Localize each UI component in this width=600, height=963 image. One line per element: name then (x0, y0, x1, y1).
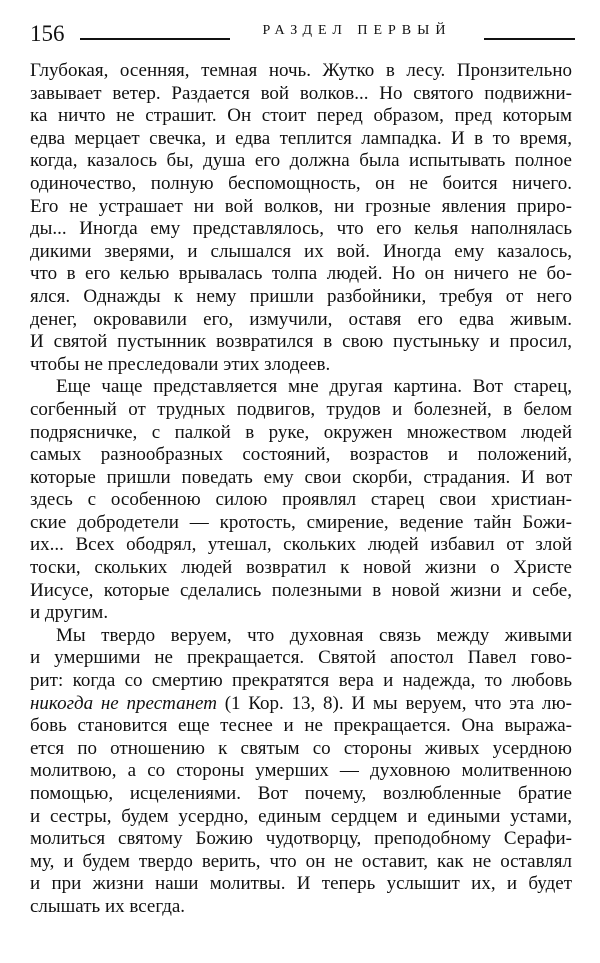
text-line: ка ничто не страшит. Он стоит перед образом, пред которым (30, 105, 572, 127)
page-number: 156 (30, 21, 65, 46)
citation-text: (1 Кор. 13, 8). И мы веруем, что эта лю- (216, 692, 573, 714)
text-line: бовь становится еще теснее и не прекращается. Она выража- (30, 715, 572, 737)
text-line: едва мерцает свечка, и едва теплится лампадка. И в то время, (30, 127, 572, 149)
text-line-with-italic (30, 693, 572, 716)
text-line: которые пришли поведать ему свои скорби, страдания. И вот (30, 466, 572, 488)
text-line: ется по отношению к святым со стороны живых усердною (30, 737, 572, 759)
text-line: помощью, исцелениями. Вот почему, возлюбленные братие (30, 783, 572, 804)
text-line: и умершими не прекращается. Святой апостол Павел гово- (30, 647, 572, 669)
text-line: самых разнообразных состояний, возрастов и положений, (30, 444, 572, 466)
text-line: слышать их всегда. (30, 895, 186, 917)
text-line: когда, казалось бы, душа его должна была испытывать полное (30, 150, 572, 172)
page-header (30, 18, 575, 48)
header-rule-left (80, 38, 230, 40)
paragraph-3 (30, 625, 572, 919)
body-text (30, 60, 572, 919)
text-line: и другим. (30, 602, 109, 624)
text-line: Еще чаще представляется мне другая картина. Вот старец, (56, 376, 572, 398)
text-line: ялся. Однажды к нему пришли разбойники, требуя от него (30, 285, 572, 307)
paragraph-1 (30, 60, 572, 376)
text-line: согбенный от трудных подвигов, трудов и болезней, в белом (30, 398, 572, 420)
text-line: и сестры, будем усердно, единым сердцем и едиными устами, (30, 805, 572, 827)
text-line: и при жизни наши молитвы. И теперь услышит их, и будет (30, 873, 572, 895)
text-line: здесь с особенною силою проявлял старец свои христиан- (30, 489, 572, 511)
text-line: подрясничке, с палкой в руке, окружен множеством людей (30, 421, 572, 443)
text-line: чтобы не преследовали этих злодеев. (30, 353, 331, 375)
text-line: ды... Иногда ему представлялось, что его келья наполнялась (30, 218, 572, 240)
italic-quote: никогда не престанет (30, 692, 217, 714)
text-line: Его не устрашает ни вой волков, ни грозные явления приро- (30, 195, 572, 217)
text-line: му, и будем твердо верить, что он не оставит, как не оставлял (30, 850, 572, 872)
text-line: одиночество, полную беспомощность, он не боится ничего. (30, 172, 572, 194)
running-head: РАЗДЕЛ ПЕРВЫЙ (262, 23, 452, 38)
text-line: рит: когда со смертию прекратятся вера и надежда, то любовь (30, 670, 572, 692)
text-line: что в его келью врывалась толпа людей. Но он ничего не бо- (30, 263, 572, 285)
text-line: ские добродетели — кротость, смирение, ведение тайн Божи- (30, 511, 572, 533)
paragraph-2 (30, 376, 572, 625)
text-line: Иисусе, которые сделались полезными в новой жизни и себе, (30, 579, 572, 601)
text-line: И святой пустынник возвратился в свою пустыньку и просил, (30, 331, 572, 353)
text-line: денег, окровавили его, измучили, оставя его едва живым. (30, 308, 572, 330)
text-line: их... Всех ободрял, утешал, скольких людей избавил от злой (30, 534, 572, 556)
text-line: Глубокая, осенняя, темная ночь. Жутко в лесу. Пронзительно (30, 60, 572, 81)
text-line: молиться святому Божию чудотворцу, преподобному Серафи- (30, 828, 572, 850)
text-line: дикими зверями, и слышался их вой. Иногда ему казалось, (30, 240, 572, 262)
text-line: молитвою, а со стороны умерших — духовною молитвенною (30, 760, 572, 782)
text-line: завывает ветер. Раздается вой волков... Но святого подвижни- (30, 82, 572, 104)
header-rule-right (484, 38, 575, 40)
text-line: тоски, скольких людей возвратил к новой жизни о Христе (30, 557, 572, 579)
text-line: Мы твердо веруем, что духовная связь между живыми (56, 624, 572, 646)
